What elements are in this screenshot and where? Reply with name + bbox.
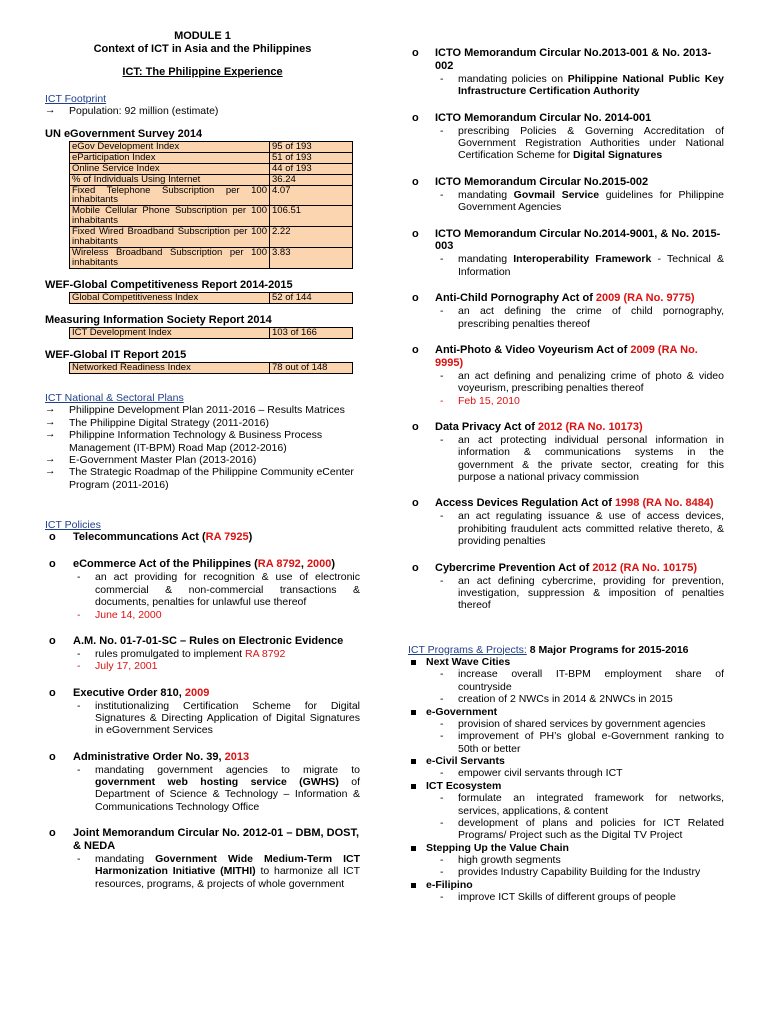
program-point: [408, 668, 724, 693]
act-desc: - an act regulating issuance & use of access devices, prohibiting fraudulent acts committed relative thereto, & providing penalties: [440, 510, 724, 548]
desc-bold: Interoperability Framework: [513, 253, 652, 266]
desc-text: - Technical & Information: [458, 253, 724, 278]
table-row: [70, 141, 353, 152]
act-date: - Feb 15, 2010: [440, 394, 520, 407]
table-row: [70, 248, 353, 269]
act-child-pornography: o Anti-Child Pornography Act of 2009 (RA No. 9775): [412, 292, 695, 305]
point-text: increase overall IT-BPM employment share of countryside: [458, 668, 724, 693]
desc-text: guidelines for Philippine Government Agencies: [458, 188, 725, 214]
module-subtitle: Context of ICT in Asia and the Philippines: [93, 42, 312, 55]
dash-marker: -: [440, 253, 444, 266]
act-desc: - an act defining the crime of child pornography, prescribing penalties thereof: [440, 305, 724, 330]
dash-marker: -: [440, 866, 444, 879]
bullet-o-icon: o: [412, 175, 419, 188]
table-row: [70, 163, 353, 174]
circular-name: ICTO Memorandum Circular No.2015-002: [435, 175, 649, 188]
table-value: 2.22: [270, 227, 353, 248]
program-point: [408, 817, 724, 842]
bullet-o-icon: o: [412, 561, 419, 574]
right-column: [408, 47, 724, 904]
policy-desc: - an act providing for recognition & use of electronic commercial & non-commercial transactions & documents, penalties for unlawful use thereof: [77, 571, 360, 609]
dash-marker: -: [440, 854, 444, 866]
dash-marker: -: [440, 668, 444, 681]
policy-desc: - mandating Government Wide Medium-Term ICT Harmonization Initiative (MITHI) to harmonize all ICT resources, programs, & projects of whole government: [77, 853, 361, 890]
point-text: provision of shared services by government agencies: [458, 717, 706, 730]
dash-marker: -: [440, 891, 444, 904]
program-point: [408, 891, 724, 903]
circular-name: ICTO Memorandum Circular No. 2014-001: [435, 111, 652, 124]
wef-gcr-table: [69, 292, 353, 304]
plan-item: → E-Government Master Plan (2013-2016): [45, 454, 360, 466]
dash-marker: -: [440, 188, 444, 201]
un-survey-table: [69, 141, 353, 270]
bullet-o-icon: o: [49, 531, 56, 544]
policy-date: - June 14, 2000: [77, 608, 162, 621]
dash-marker: -: [440, 816, 444, 829]
bullet-o-icon: o: [412, 47, 419, 59]
table-key: Mobile Cellular Phone Subscription per 100 inhabitants: [70, 206, 270, 227]
plan-item: → The Philippine Digital Strategy (2011-2016): [45, 417, 360, 429]
act-data-privacy: o Data Privacy Act of 2012 (RA No. 10173): [412, 420, 643, 433]
desc-text: mandating policies on: [458, 72, 568, 85]
table-value: 4.07: [270, 185, 353, 206]
circular-desc: [408, 189, 724, 214]
table-row: [70, 363, 353, 374]
table-key: Wireless Broadband Subscription per 100 inhabitants: [70, 248, 270, 269]
population-item: → Population: 92 million (estimate): [45, 105, 360, 117]
footprint-title: ICT Footprint: [45, 92, 107, 105]
circular-name: ICTO Memorandum Circular No.2014-9001, & No. 2015-003: [435, 227, 721, 253]
point-text: provides Industry Capability Building for the Industry: [458, 866, 701, 879]
un-survey-title: UN eGovernment Survey 2014: [45, 127, 203, 140]
bullet-o-icon: o: [412, 111, 419, 124]
table-row: [70, 185, 353, 206]
desc-text: prescribing Policies & Governing Accreditation of Government Registration Authorities under National Certification Scheme for: [458, 124, 724, 162]
bullet-o-icon: o: [49, 558, 56, 571]
policy-desc: - mandating government agencies to migrate to government web hosting service (GWHS) of Department of Science & Technology – Information & Communications Technology Office: [77, 763, 360, 813]
plan-item: → The Strategic Roadmap of the Philippine Community eCenter Program (2011-2016): [45, 466, 360, 491]
policy-ao39: o Administrative Order No. 39, 2013: [49, 750, 250, 763]
table-key: Fixed Wired Broadband Subscription per 100 inhabitants: [70, 227, 270, 248]
program-point: [408, 866, 724, 878]
program-name: e-Government: [408, 706, 724, 718]
table-row: [70, 328, 353, 339]
table-key: Online Service Index: [70, 163, 270, 174]
dash-marker: -: [440, 693, 444, 706]
bullet-o-icon: o: [412, 227, 419, 240]
table-key: eParticipation Index: [70, 152, 270, 163]
desc-text: mandating: [458, 188, 514, 201]
circular-name: ICTO Memorandum Circular No.2013-001 & No. 2013-002: [435, 47, 712, 72]
bullet-o-icon: o: [49, 827, 56, 840]
table-row: [70, 174, 353, 185]
bullet-o-icon: o: [49, 750, 56, 763]
section-title: ICT: The Philippine Experience: [122, 65, 283, 78]
point-text: development of plans and policies for ICT Related Programs/ Project such as the Digital TV Project: [458, 816, 724, 842]
table-value: 52 of 144: [270, 293, 353, 304]
table-value: 51 of 193: [270, 152, 353, 163]
act-access-devices: o Access Devices Regulation Act of 1998 (RA No. 8484): [412, 497, 714, 510]
table-key: Networked Readiness Index: [70, 363, 270, 374]
dash-marker: -: [440, 730, 444, 743]
program-point: [408, 693, 724, 705]
bullet-o-icon: o: [412, 343, 419, 356]
plan-item: → Philippine Information Technology & Business Process Management (IT-BPM) Road Map (2012-2016): [45, 429, 360, 454]
point-text: high growth segments: [458, 854, 561, 866]
policy-desc: - institutionalizing Certification Scheme for Digital Signatures & Directing Application of Digital Signatures in eGovernment Services: [77, 699, 360, 737]
bullet-o-icon: o: [49, 686, 56, 699]
programs-list: [408, 656, 724, 904]
circular-title: [408, 176, 724, 189]
wef-gcr-title: WEF-Global Competitiveness Report 2014-2015: [45, 279, 293, 292]
policy-am: o A.M. No. 01-7-01-SC – Rules on Electronic Evidence: [49, 634, 344, 647]
act-voyeurism: o Anti-Photo & Video Voyeurism Act of 2009 (RA No. 9995): [412, 343, 698, 369]
programs-title: ICT Programs & Projects: 8 Major Programs for 2015-2016: [408, 643, 689, 656]
plans-title: ICT National & Sectoral Plans: [45, 392, 184, 405]
plan-item: → Philippine Development Plan 2011-2016 – Results Matrices: [45, 404, 360, 416]
program-name: e-Filipino: [408, 879, 724, 891]
policy-eo810: o Executive Order 810, 2009: [49, 686, 210, 699]
table-value: 95 of 193: [270, 141, 353, 152]
circular-title: [408, 112, 724, 125]
program-point: [408, 792, 724, 817]
circular-title: [408, 47, 724, 73]
program-point: [408, 718, 724, 730]
table-row: [70, 206, 353, 227]
table-value: 44 of 193: [270, 163, 353, 174]
bullet-o-icon: o: [412, 497, 419, 510]
plans-list: [45, 404, 360, 491]
circular-desc: [408, 73, 724, 98]
desc-text: mandating: [458, 253, 514, 266]
dash-marker: -: [440, 72, 444, 85]
bullet-o-icon: o: [412, 420, 419, 433]
program-name: Next Wave Cities: [408, 656, 724, 668]
circular-desc: [408, 253, 724, 278]
table-key: % of Individuals Using Internet: [70, 174, 270, 185]
program-point: [408, 854, 724, 866]
program-name: e-Civil Servants: [408, 755, 724, 767]
program-point: [408, 767, 724, 779]
table-value: 103 of 166: [270, 328, 353, 339]
point-text: formulate an integrated framework for networks, services, applications, & content: [458, 792, 724, 817]
point-text: improvement of PH’s global e-Government ranking to 50th or better: [458, 730, 724, 755]
table-row: [70, 152, 353, 163]
table-key: eGov Development Index: [70, 141, 270, 152]
act-desc: - an act defining and penalizing crime of photo & video voyeurism, prescribing penalties thereof: [440, 369, 724, 395]
desc-bold: Philippine National Public Key Infrastructure Certification Authority: [458, 72, 724, 98]
table-row: [70, 293, 353, 304]
table-key: Fixed Telephone Subscription per 100 inhabitants: [70, 185, 270, 206]
desc-bold: Digital Signatures: [572, 149, 663, 162]
dash-marker: -: [440, 767, 444, 780]
table-value: 78 out of 148: [270, 363, 353, 374]
table-value: 36.24: [270, 174, 353, 185]
act-cybercrime: o Cybercrime Prevention Act of 2012 (RA No. 10175): [412, 561, 698, 574]
dash-marker: -: [440, 124, 444, 137]
point-text: empower civil servants through ICT: [458, 767, 623, 780]
dash-marker: -: [440, 792, 444, 805]
circulars-list: [408, 47, 724, 278]
act-desc: - an act defining cybercrime, providing for prevention, investigation, suppression & imposition of penalties thereof: [440, 574, 724, 612]
policy-telecom: o Telecommuncations Act (RA 7925): [49, 531, 253, 544]
policy-ecommerce: o eCommerce Act of the Philippines (RA 8792, 2000): [49, 558, 336, 571]
program-point: [408, 730, 724, 755]
misr-title: Measuring Information Society Report 2014: [45, 314, 272, 327]
wef-it-title: WEF-Global IT Report 2015: [45, 349, 187, 362]
left-column: [45, 30, 360, 890]
desc-bold: Govmail Service: [513, 188, 600, 201]
circular-title: [408, 228, 724, 254]
program-name: Stepping Up the Value Chain: [408, 842, 724, 854]
wef-it-table: [69, 362, 353, 374]
point-text: creation of 2 NWCs in 2014 & 2NWCs in 2015: [458, 693, 673, 706]
program-name: ICT Ecosystem: [408, 780, 724, 792]
policy-desc: - rules promulgated to implement RA 8792: [77, 647, 286, 660]
policies-title: ICT Policies: [45, 519, 101, 532]
table-key: ICT Development Index: [70, 328, 270, 339]
policy-jmc: o Joint Memorandum Circular No. 2012-01 – DBM, DOST, & NEDA: [49, 827, 360, 853]
table-value: 106.51: [270, 206, 353, 227]
policy-date: - July 17, 2001: [77, 660, 158, 673]
dash-marker: -: [440, 717, 444, 730]
table-key: Global Competitiveness Index: [70, 293, 270, 304]
table-row: [70, 227, 353, 248]
point-text: improve ICT Skills of different groups of people: [458, 891, 676, 904]
misr-table: [69, 327, 353, 339]
circular-desc: [408, 125, 724, 162]
bullet-o-icon: o: [49, 634, 56, 647]
table-value: 3.83: [270, 248, 353, 269]
module-title: MODULE 1: [174, 30, 231, 42]
act-desc: - an act protecting individual personal information in information & communications systems in the government & the private sector, creating for this purpose a national privacy commission: [440, 433, 724, 484]
bullet-o-icon: o: [412, 292, 419, 305]
